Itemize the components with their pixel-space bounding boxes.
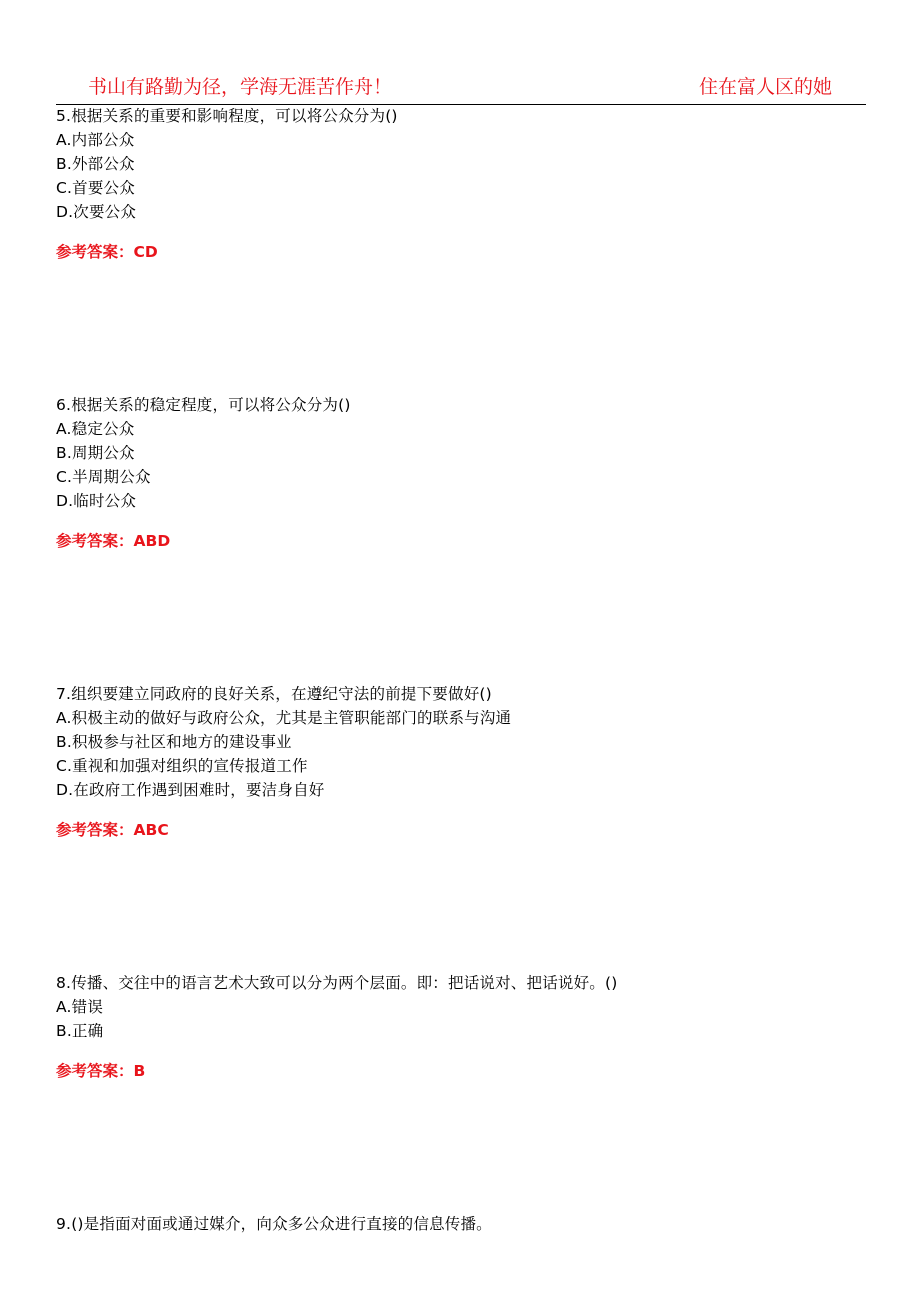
question-6 <box>56 393 876 553</box>
answer-label: 参考答案： <box>56 243 134 261</box>
reference-answer <box>56 818 876 842</box>
option-a: A.积极主动的做好与政府公众，尤其是主管职能部门的联系与沟通 <box>56 709 512 727</box>
reference-answer <box>56 529 876 553</box>
option-d: D.临时公众 <box>56 492 137 510</box>
question-stem: 6.根据关系的稳定程度，可以将公众分为() <box>56 396 351 414</box>
answer-value: ABD <box>133 532 171 550</box>
option-b: B.正确 <box>56 1022 104 1040</box>
question-5 <box>56 104 876 264</box>
option-c: C.半周期公众 <box>56 468 151 486</box>
option-b: B.外部公众 <box>56 155 135 173</box>
reference-answer <box>56 240 876 264</box>
question-9 <box>56 1212 876 1236</box>
option-d: D.次要公众 <box>56 203 137 221</box>
option-c: C.首要公众 <box>56 179 135 197</box>
header-author: 住在富人区的她 <box>698 76 832 98</box>
question-7 <box>56 682 876 842</box>
answer-value: ABC <box>133 821 169 839</box>
option-c: C.重视和加强对组织的宣传报道工作 <box>56 757 308 775</box>
question-stem: 5.根据关系的重要和影响程度，可以将公众分为() <box>56 107 398 125</box>
option-a: A.稳定公众 <box>56 420 135 438</box>
option-b: B.周期公众 <box>56 444 135 462</box>
header-motto: 书山有路勤为径，学海无涯苦作舟！ <box>88 76 393 98</box>
answer-value: B <box>133 1062 146 1080</box>
page-header <box>56 70 866 105</box>
question-stem: 7.组织要建立同政府的良好关系，在遵纪守法的前提下要做好() <box>56 685 492 703</box>
answer-label: 参考答案： <box>56 1062 134 1080</box>
question-stem: 9.()是指面对面或通过媒介，向众多公众进行直接的信息传播。 <box>56 1215 492 1233</box>
answer-label: 参考答案： <box>56 532 134 550</box>
answer-value: CD <box>133 243 158 261</box>
reference-answer <box>56 1059 876 1083</box>
option-d: D.在政府工作遇到困难时，要洁身自好 <box>56 781 325 799</box>
option-a: A.内部公众 <box>56 131 135 149</box>
answer-label: 参考答案： <box>56 821 134 839</box>
question-stem: 8.传播、交往中的语言艺术大致可以分为两个层面。即：把话说对、把话说好。() <box>56 974 618 992</box>
option-a: A.错误 <box>56 998 104 1016</box>
question-8 <box>56 971 876 1083</box>
option-b: B.积极参与社区和地方的建设事业 <box>56 733 292 751</box>
